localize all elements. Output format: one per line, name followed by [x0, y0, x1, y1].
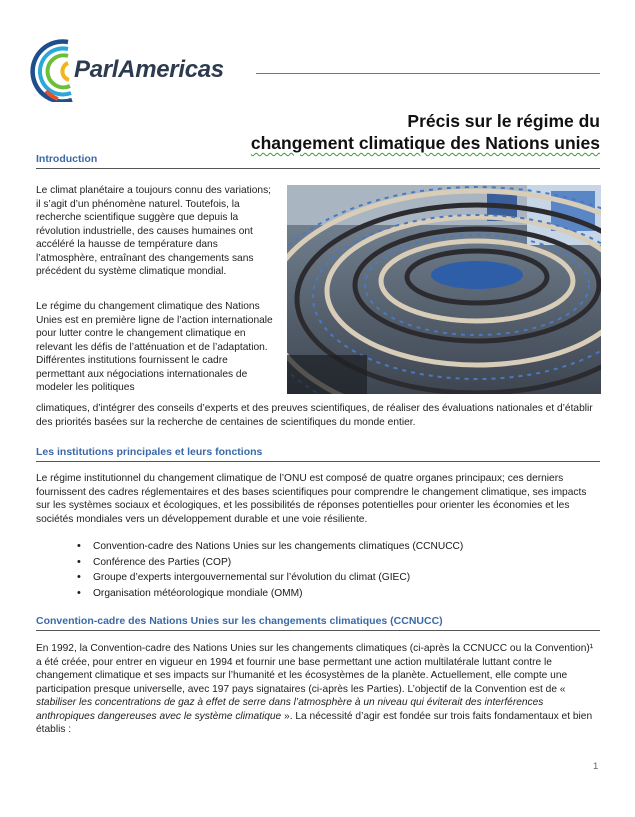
page-title	[251, 110, 600, 154]
ccnucc-text-start: En 1992, la Convention-cadre des Nations Unies sur les changements climatiques (ci-après la CCNUCC ou la Convention)¹ a été créée, pour entrer en vigueur en 1994 et fournir une base permettant une action multilatérale luttant contre le changement climatique et ses impacts sur l’humanité et les écosystèmes de la planète. Actuellement, elle compte une participation presque universelle, avec 197 pays signataires (ci-après les Parties). L’objectif de la Convention est de «	[36, 643, 594, 695]
section-heading-institutions: Les institutions principales et leurs fonctions	[36, 446, 263, 458]
ccnucc-text-end: ». La nécessité d’agir est fondée sur trois faits fondamentaux et bien établis :	[36, 710, 593, 735]
intro-paragraph-2-continued: climatiques, d’intégrer des conseils d’experts et des preuves scientifiques, de réaliser des évaluations nationales et d’établir des priorités basées sur la recherche de centaines de scientifiques du monde entier.	[36, 403, 593, 428]
intro-paragraph-1: Le climat planétaire a toujours connu des variations; il s’agit d’un phénomène naturel. Toutefois, la recherche scientifique suggère que depuis la révolution industrielle, des causes humaines ont accéléré la hausse de température dans l’atmosphère, entraînant des changements sans précédent du système climatique mondial.	[36, 185, 272, 277]
list-item: • Conférence des Parties (COP)	[77, 555, 463, 571]
section-divider	[36, 630, 600, 631]
intro-paragraph-2: Le régime du changement climatique des Nations Unies est en première ligne de l’action internationale pour lutter contre le changement climatique en relevant les défis de l’atténuation et de l’adaptation. Différentes institutions fournissent le cadre permettant aux négociations internationales de modeler les politiques	[36, 301, 273, 393]
institutions-list	[77, 539, 463, 601]
list-item: • Groupe d’experts intergouvernemental sur l’évolution du climat (GIEC)	[77, 570, 463, 586]
list-item: • Organisation météorologique mondiale (OMM)	[77, 586, 463, 602]
page-number: 1	[593, 761, 599, 772]
section-divider	[36, 461, 600, 462]
title-line-2: changement climatique des Nations unies	[250, 133, 600, 153]
ccnucc-objective-quote: stabiliser les concentrations de gaz à effet de serre dans l’atmosphère à un niveau qui éviterait des interférences anthropiques dangereuses avec le système climatique	[36, 697, 544, 722]
section-divider	[36, 168, 600, 169]
un-plenary-hall-photo	[287, 185, 601, 394]
ccnucc-paragraph	[36, 642, 600, 737]
section-heading-introduction: Introduction	[36, 153, 98, 165]
brand-name: ParlAmericas	[74, 56, 224, 83]
list-item: • Convention-cadre des Nations Unies sur les changements climatiques (CCNUCC)	[77, 539, 463, 555]
title-line-1: Précis sur le régime du	[407, 111, 600, 131]
institutions-paragraph: Le régime institutionnel du changement climatique de l’ONU est composé de quatre organes principaux; ces derniers fournissent des cadres réglementaires et des bases scientifiques pour comprendre le changement climatique, ses impacts sur les systèmes sociaux et écologiques, et les possibilités de réponses potentielles pour orienter les économies et les sociétés mondiales vers un développement durable et une voie résiliente.	[36, 473, 587, 525]
section-heading-ccnucc: Convention-cadre des Nations Unies sur les changements climatiques (CCNUCC)	[36, 615, 443, 627]
header-divider	[256, 73, 600, 74]
